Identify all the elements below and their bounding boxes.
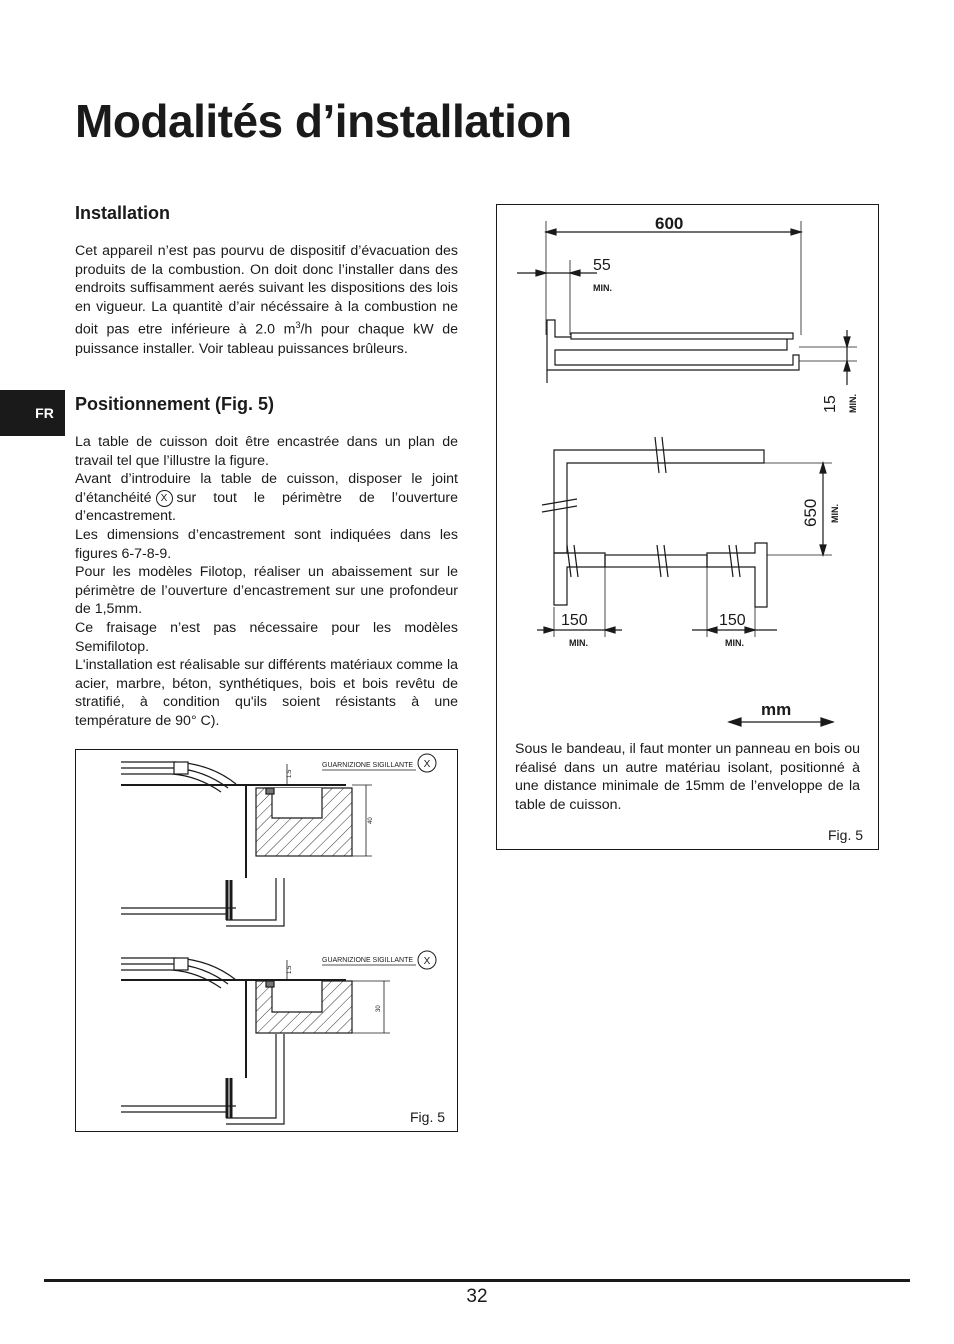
section-heading-installation: Installation <box>75 203 171 223</box>
seal-marker-icon: X <box>156 490 173 507</box>
dim-front-min: MIN. <box>569 638 588 648</box>
cutout-dimensions-drawing <box>497 205 878 735</box>
positionnement-p2-a: Avant d’introduire la table de cuisson, disposer le joint d’étanchéité <box>75 471 458 506</box>
dim-back: 150 <box>719 612 746 629</box>
positionnement-p1: La table de cuisson doit être encastrée dans un plan de travail tel que l’illustre la figure. <box>75 434 458 469</box>
positionnement-p2 <box>75 470 458 526</box>
language-tab <box>0 390 65 436</box>
positionnement-p6: L'installation est réalisable sur différents matériaux comme la acier, marbre, béton, synthétiques, bois et bois revêtu de stratifié, à condition qu'ils soient résistants à une température de 90° C). <box>75 657 458 729</box>
seal-detail-top <box>121 762 416 926</box>
positionnement-p5: Ce fraisage n’est pas nécessaire pour les modèles Semifilotop. <box>75 619 458 655</box>
section-heading-positionnement: Positionnement (Fig. 5) <box>75 394 275 414</box>
footer-rule <box>44 1279 910 1282</box>
superscript: 3 <box>295 320 301 331</box>
dim-width: 600 <box>655 214 684 233</box>
dim-front: 150 <box>561 612 588 629</box>
dim-gap: 15 <box>822 395 839 413</box>
language-code: FR <box>35 405 54 421</box>
top-dim-depth: 40 <box>368 817 374 824</box>
dim-side-min: MIN. <box>593 283 612 293</box>
top-seal-label: GUARNIZIONE SIGILLANTE <box>322 762 414 769</box>
seal-detail-drawing <box>76 750 457 1131</box>
bottom-seal-label: GUARNIZIONE SIGILLANTE <box>322 957 414 964</box>
positionnement-body <box>75 433 458 731</box>
positionnement-p3: Les dimensions d’encastrement sont indiquées dans les figures 6-7-8-9. <box>75 526 458 562</box>
bottom-dim-depth: 30 <box>376 1005 382 1012</box>
dim-depth-min: MIN. <box>830 504 840 523</box>
bottom-seal-marker-text: X <box>423 956 431 967</box>
seal-detail-bottom <box>121 958 416 1124</box>
figure-label-right: Fig. 5 <box>828 827 864 843</box>
top-seal-marker-text: X <box>423 759 431 770</box>
dim-gap-min: MIN. <box>848 394 858 413</box>
figure-seal-detail <box>75 749 458 1132</box>
dim-back-min: MIN. <box>725 638 744 648</box>
positionnement-p2-b: sur tout le périmètre de l’ouverture d’encastrement. <box>75 489 458 525</box>
dim-depth: 650 <box>801 498 820 527</box>
dim-side: 55 <box>593 257 611 274</box>
installation-text-b: /h pour chaque kW de puissance installer. Voir tableau puissances brûleurs. <box>75 322 458 357</box>
top-dim-small: 1.5 <box>287 769 293 778</box>
figure-label-left: Fig. 5 <box>410 1109 446 1125</box>
page-title: Modalités d’installation <box>75 95 572 147</box>
installation-text-a: Cet appareil n’est pas pourvu de dispositif d’évacuation des produits de la combustion. On doit donc l’installer dans des endroits suffisamment aerés suivant les dispositions des lois en vigueur. La quantitè d’air nécéssaire à la combustion ne doit pas etre inférieure à 2.0 m <box>75 243 458 339</box>
unit-label: mm <box>761 700 792 719</box>
installation-paragraph <box>75 242 458 358</box>
page-number: 32 <box>466 1286 488 1307</box>
figure-dimensions <box>496 204 879 850</box>
positionnement-p4: Pour les modèles Filotop, réaliser un abaissement sur le périmètre de l’ouverture d’encastrement sur une profondeur de 1,5mm. <box>75 564 458 618</box>
figure-caption: Sous le bandeau, il faut monter un panneau en bois ou réalisé dans un autre matériau isolant, positionné à une distance minimale de 15mm de l’enveloppe de la table de cuisson. <box>515 741 860 813</box>
bottom-dim-small: 1.5 <box>287 965 293 974</box>
